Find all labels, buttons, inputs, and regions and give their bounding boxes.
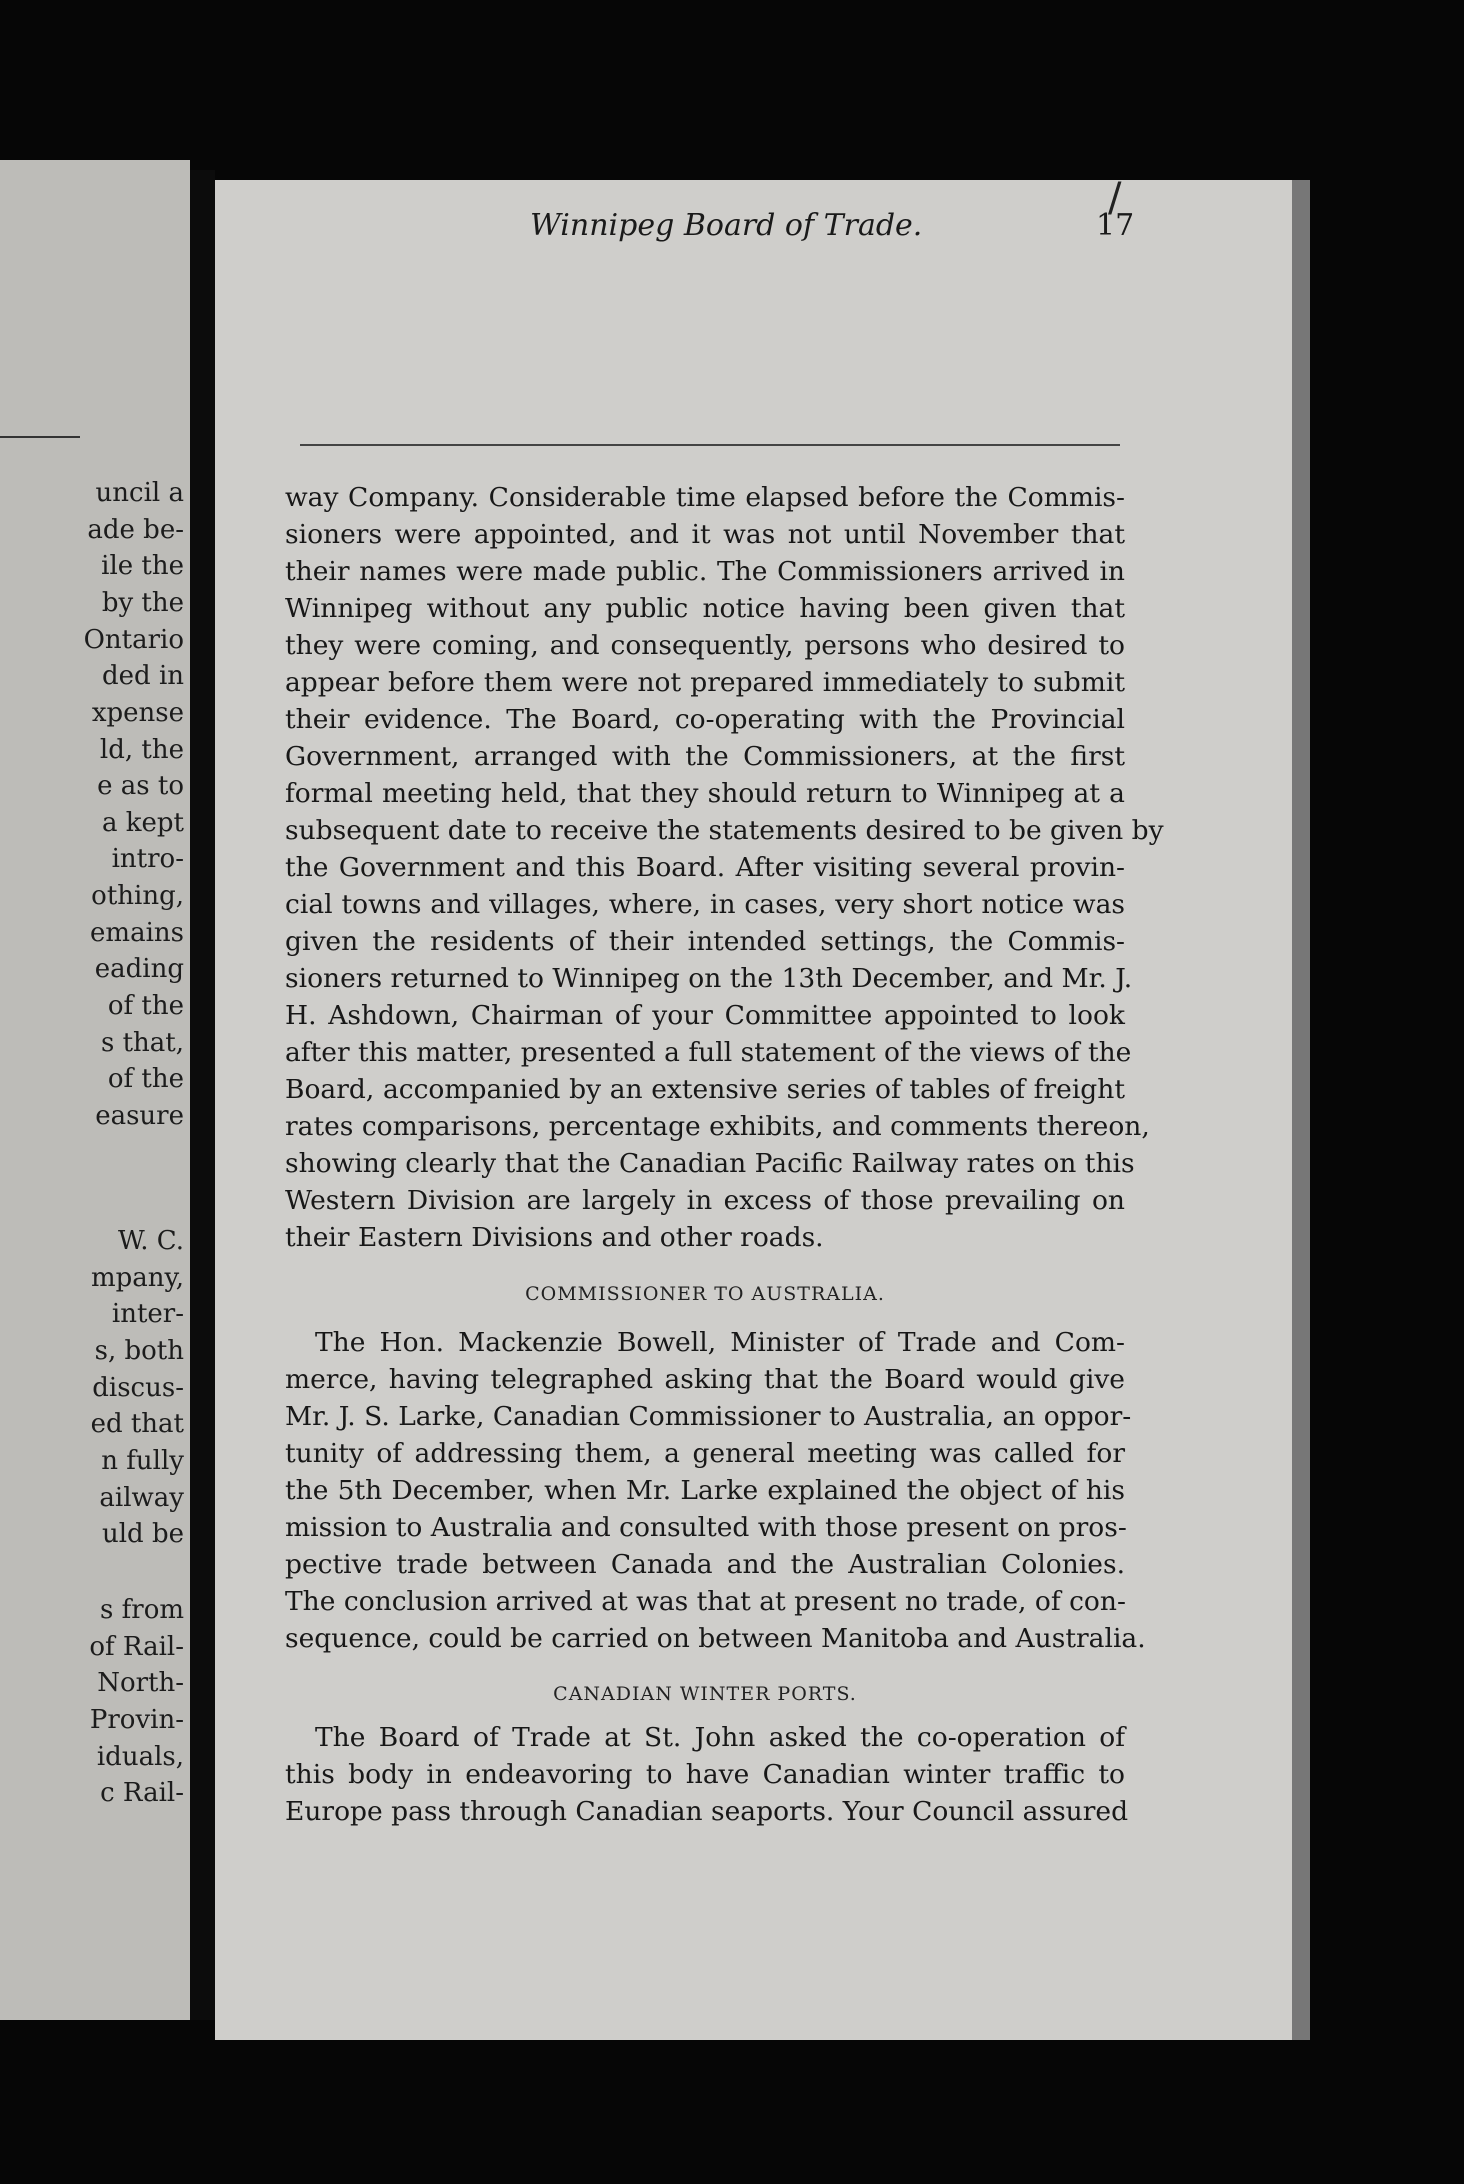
text-line: Western Division are largely in excess of those prevailing on bbox=[285, 1185, 1125, 1216]
text-line: their Eastern Divisions and other roads. bbox=[285, 1222, 824, 1253]
text-line: the 5th December, when Mr. Larke explained the object of his bbox=[285, 1475, 1125, 1506]
left-page-fragment: ile the bbox=[101, 551, 184, 581]
text-line: way Company. Considerable time elapsed before the Commis- bbox=[285, 482, 1125, 513]
left-page-fragment: ded in bbox=[102, 661, 184, 691]
left-page-fragment: s from bbox=[100, 1595, 184, 1625]
left-page-fragment: n fully bbox=[101, 1446, 184, 1476]
left-page-fragment: intro- bbox=[111, 844, 184, 874]
text-line: Winnipeg without any public notice having been given that bbox=[285, 593, 1125, 624]
left-page-fragment: s that, bbox=[100, 1028, 184, 1058]
left-page-fragment: inter- bbox=[111, 1299, 184, 1329]
text-line: The Board of Trade at St. John asked the co-operation of bbox=[315, 1722, 1125, 1753]
left-page-fragment: ade be- bbox=[87, 515, 184, 545]
left-page-rule bbox=[0, 436, 80, 438]
text-line: the Government and this Board. After visiting several provin- bbox=[285, 852, 1125, 883]
left-page-fragment: North- bbox=[97, 1668, 184, 1698]
header-rule bbox=[300, 444, 1120, 446]
text-line: Europe pass through Canadian seaports. Your Council assured bbox=[285, 1796, 1129, 1827]
text-line: their evidence. The Board, co-operating with the Provincial bbox=[285, 704, 1125, 735]
left-page-fragment: of the bbox=[107, 991, 184, 1021]
left-page-fragment: c Rail- bbox=[100, 1778, 184, 1808]
text-line: The Hon. Mackenzie Bowell, Minister of Trade and Com- bbox=[315, 1327, 1125, 1358]
left-page-fragment: eading bbox=[94, 954, 184, 984]
left-page-fragment: s, both bbox=[94, 1336, 184, 1366]
text-line: showing clearly that the Canadian Pacific Railway rates on this bbox=[285, 1148, 1135, 1179]
text-line: formal meeting held, that they should return to Winnipeg at a bbox=[285, 778, 1125, 809]
text-line: Mr. J. S. Larke, Canadian Commissioner to Australia, an oppor- bbox=[285, 1401, 1132, 1432]
left-page-fragment: Provin- bbox=[89, 1705, 184, 1735]
left-page-fragment: xpense bbox=[91, 698, 184, 728]
margin-mark: / bbox=[1108, 175, 1122, 221]
text-line: Board, accompanied by an extensive series of tables of freight bbox=[285, 1074, 1125, 1105]
left-page-fragment: by the bbox=[101, 588, 184, 618]
text-line: appear before them were not prepared immediately to submit bbox=[285, 667, 1125, 698]
text-line: given the residents of their intended settings, the Commis- bbox=[285, 926, 1125, 957]
left-page-fragment: discus- bbox=[92, 1373, 184, 1403]
left-page-fragment: easure bbox=[95, 1101, 184, 1131]
text-line: cial towns and villages, where, in cases, very short notice was bbox=[285, 889, 1125, 920]
left-page-fragment: othing, bbox=[91, 881, 184, 911]
text-line: mission to Australia and consulted with those present on pros- bbox=[285, 1512, 1127, 1543]
page-number: 17 bbox=[1096, 208, 1135, 243]
book-gutter bbox=[190, 170, 215, 2020]
text-line: sioners returned to Winnipeg on the 13th December, and Mr. J. bbox=[285, 963, 1133, 994]
text-line: subsequent date to receive the statements desired to be given by bbox=[285, 815, 1164, 846]
left-page-fragment: of the bbox=[107, 1064, 184, 1094]
left-page-fragment: mpany, bbox=[90, 1263, 184, 1293]
text-line: H. Ashdown, Chairman of your Committee appointed to look bbox=[285, 1000, 1125, 1031]
left-page-fragment: Ontario bbox=[83, 625, 184, 655]
text-line: sequence, could be carried on between Manitoba and Australia. bbox=[285, 1623, 1146, 1654]
text-line: this body in endeavoring to have Canadian winter traffic to bbox=[285, 1759, 1125, 1790]
left-page-fragment: ed that bbox=[90, 1409, 184, 1439]
left-page-fragment: ailway bbox=[99, 1483, 184, 1513]
left-page-fragment: emains bbox=[90, 918, 184, 948]
text-line: rates comparisons, percentage exhibits, and comments thereon, bbox=[285, 1111, 1150, 1142]
left-page-fragment: W. C. bbox=[118, 1226, 184, 1256]
left-page-fragment: ld, the bbox=[99, 735, 184, 765]
left-page bbox=[0, 160, 190, 2020]
text-line: merce, having telegraphed asking that the Board would give bbox=[285, 1364, 1125, 1395]
text-line: The conclusion arrived at was that at present no trade, of con- bbox=[285, 1586, 1126, 1617]
left-page-fragment: of Rail- bbox=[89, 1632, 184, 1662]
left-page-fragment: uld be bbox=[102, 1519, 184, 1549]
text-line: they were coming, and consequently, persons who desired to bbox=[285, 630, 1125, 661]
text-line: pective trade between Canada and the Australian Colonies. bbox=[285, 1549, 1125, 1580]
text-line: tunity of addressing them, a general meeting was called for bbox=[285, 1438, 1125, 1469]
left-page-fragment: a kept bbox=[102, 808, 184, 838]
text-line: their names were made public. The Commissioners arrived in bbox=[285, 556, 1125, 587]
left-page-fragment: uncil a bbox=[95, 478, 184, 508]
text-line: sioners were appointed, and it was not until November that bbox=[285, 519, 1125, 550]
left-page-fragment: iduals, bbox=[96, 1742, 184, 1772]
text-line: after this matter, presented a full statement of the views of the bbox=[285, 1037, 1132, 1068]
running-head-title: Winnipeg Board of Trade. bbox=[530, 208, 923, 243]
text-line: Government, arranged with the Commissioners, at the first bbox=[285, 741, 1125, 772]
left-page-fragment: e as to bbox=[97, 771, 184, 801]
page-edge-shadow bbox=[1292, 180, 1310, 2040]
section-heading: CANADIAN WINTER PORTS. bbox=[553, 1683, 857, 1705]
section-heading: COMMISSIONER TO AUSTRALIA. bbox=[525, 1283, 885, 1305]
